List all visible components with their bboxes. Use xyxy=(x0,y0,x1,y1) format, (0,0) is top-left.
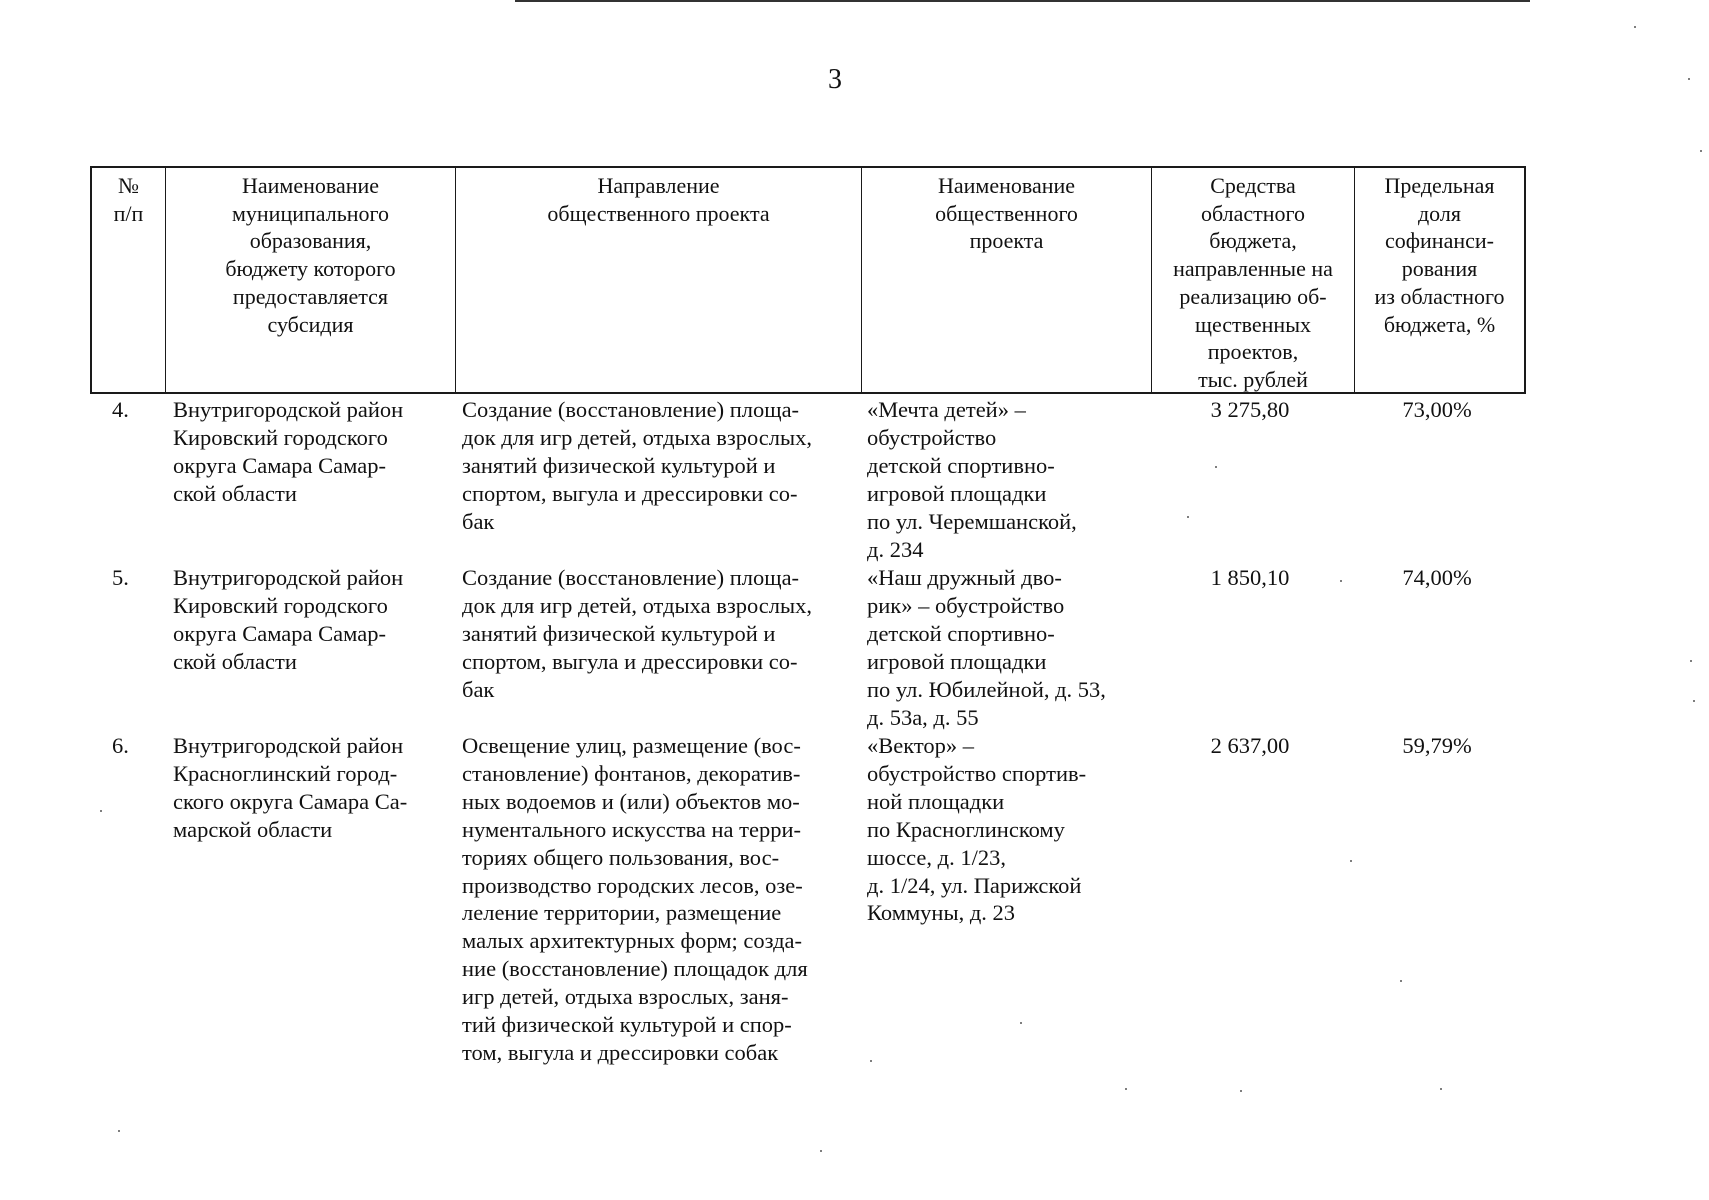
header-text: муниципального xyxy=(231,200,389,226)
cell-line: д. 1/24, ул. Парижской xyxy=(867,872,1082,898)
row-project-cell xyxy=(867,396,1147,563)
header-text: предоставляется xyxy=(232,283,389,309)
header-text: бюджету которого xyxy=(225,256,396,282)
header-text: тыс. рублей xyxy=(1198,366,1308,392)
header-text: направленные на xyxy=(1173,256,1333,282)
header-text: образования, xyxy=(249,228,372,254)
row-municipality-cell xyxy=(173,396,453,508)
header-text: субсидия xyxy=(267,311,354,337)
cell-line: леление территории, размещение xyxy=(462,900,782,926)
cell-line: детской спортивно- xyxy=(867,452,1055,478)
header-text: общественного xyxy=(935,200,1078,226)
header-text: доля xyxy=(1417,200,1461,226)
row-direction-cell xyxy=(462,732,862,1067)
cell-line: игровой площадки xyxy=(867,480,1047,506)
cell-line: рик» – обустройство xyxy=(867,592,1065,618)
row-project-cell xyxy=(867,564,1147,731)
row-share-cell: 59,79% xyxy=(1402,733,1472,758)
cell-line: док для игр детей, отдыха взрослых, xyxy=(462,592,812,618)
cell-line: Кировский городского xyxy=(173,424,388,450)
header-text: областного xyxy=(1200,200,1306,226)
header-text: Наименование xyxy=(937,173,1076,198)
header-text: реализацию об- xyxy=(1179,283,1327,309)
row-share-cell: 74,00% xyxy=(1402,565,1472,590)
header-text: Предельная xyxy=(1384,173,1495,198)
table-header xyxy=(90,166,1526,394)
cell-line: бак xyxy=(462,508,495,534)
cell-line: ториях общего пользования, вос- xyxy=(462,844,780,870)
cell-line: том, выгула и дрессировки собак xyxy=(462,1039,779,1065)
header-text: п/п xyxy=(113,200,144,226)
header-text: общественного проекта xyxy=(547,200,770,226)
page-number: 3 xyxy=(828,64,842,95)
cell-line: «Вектор» – xyxy=(867,733,975,758)
header-text: щественных xyxy=(1195,311,1311,337)
cell-line: марской области xyxy=(173,816,333,842)
cell-line: обустройство спортив- xyxy=(867,760,1087,786)
header-text: Средства xyxy=(1210,173,1296,198)
header-text: рования xyxy=(1401,256,1478,282)
cell-line: д. 234 xyxy=(867,536,924,562)
cell-line: Создание (восстановление) площа- xyxy=(462,565,800,590)
cell-line: ской области xyxy=(173,480,297,506)
cell-line: занятий физической культурой и xyxy=(462,452,776,478)
row-direction-cell xyxy=(462,564,862,704)
header-cell-share xyxy=(1354,168,1524,392)
row-num-cell: 5. xyxy=(112,565,129,590)
cell-line: малых архитектурных форм; созда- xyxy=(462,928,803,954)
row-share-cell: 73,00% xyxy=(1402,397,1472,422)
cell-line: Создание (восстановление) площа- xyxy=(462,397,800,422)
cell-line: спортом, выгула и дрессировки со- xyxy=(462,648,798,674)
cell-line: спортом, выгула и дрессировки со- xyxy=(462,480,798,506)
cell-line: «Наш дружный дво- xyxy=(867,565,1062,590)
cell-line: по ул. Черемшанской, xyxy=(867,508,1077,534)
cell-line: обустройство xyxy=(867,424,997,450)
cell-line: Внутригородской район xyxy=(173,397,404,422)
row-num-cell: 6. xyxy=(112,733,129,758)
cell-line: Красноглинский город- xyxy=(173,760,398,786)
cell-line: бак xyxy=(462,676,495,702)
cell-line: шоссе, д. 1/23, xyxy=(867,844,1006,870)
cell-line: производство городских лесов, озе- xyxy=(462,872,803,898)
header-text: из областного xyxy=(1374,283,1505,309)
cell-line: занятий физической культурой и xyxy=(462,620,776,646)
cell-line: ского округа Самара Са- xyxy=(173,788,408,814)
header-text: проекта xyxy=(969,228,1044,254)
cell-line: ной площадки xyxy=(867,788,1005,814)
header-text: бюджета, % xyxy=(1383,311,1496,337)
header-cell-num xyxy=(92,168,165,392)
header-text: бюджета, xyxy=(1209,228,1297,254)
cell-line: ных водоемов и (или) объектов мо- xyxy=(462,788,800,814)
header-cell-funds xyxy=(1151,168,1354,392)
top-rule xyxy=(515,0,1530,2)
cell-line: Кировский городского xyxy=(173,592,388,618)
cell-line: Коммуны, д. 23 xyxy=(867,900,1016,926)
row-direction-cell xyxy=(462,396,862,536)
cell-line: округа Самара Самар- xyxy=(173,620,386,646)
cell-line: Внутригородской район xyxy=(173,733,404,758)
row-municipality-cell xyxy=(173,564,453,676)
cell-line: округа Самара Самар- xyxy=(173,452,386,478)
header-cell-direction xyxy=(455,168,861,392)
cell-line: «Мечта детей» – xyxy=(867,397,1026,422)
header-text: Направление xyxy=(597,173,720,198)
row-project-cell xyxy=(867,732,1147,927)
cell-line: Внутригородской район xyxy=(173,565,404,590)
row-funds-cell: 3 275,80 xyxy=(1210,397,1290,422)
cell-line: д. 53а, д. 55 xyxy=(867,704,979,730)
row-funds-cell: 2 637,00 xyxy=(1210,733,1290,758)
header-cell-municipality xyxy=(165,168,455,392)
cell-line: тий физической культурой и спор- xyxy=(462,1012,792,1038)
cell-line: детской спортивно- xyxy=(867,620,1055,646)
cell-line: игровой площадки xyxy=(867,648,1047,674)
cell-line: по Красноглинскому xyxy=(867,816,1065,842)
header-text: проектов, xyxy=(1207,339,1299,365)
cell-line: док для игр детей, отдыха взрослых, xyxy=(462,424,812,450)
row-municipality-cell xyxy=(173,732,453,844)
row-num-cell: 4. xyxy=(112,397,129,422)
cell-line: ской области xyxy=(173,648,297,674)
cell-line: ние (восстановление) площадок для xyxy=(462,956,808,982)
header-text: № xyxy=(118,173,139,198)
cell-line: становление) фонтанов, декоратив- xyxy=(462,760,801,786)
header-text: Наименование xyxy=(241,173,380,198)
cell-line: Освещение улиц, размещение (вос- xyxy=(462,733,801,758)
cell-line: игр детей, отдыха взрослых, заня- xyxy=(462,984,789,1010)
header-cell-project xyxy=(861,168,1151,392)
header-text: софинанси- xyxy=(1385,228,1494,254)
row-funds-cell: 1 850,10 xyxy=(1210,565,1290,590)
cell-line: нументального искусства на терри- xyxy=(462,816,802,842)
cell-line: по ул. Юбилейной, д. 53, xyxy=(867,676,1106,702)
